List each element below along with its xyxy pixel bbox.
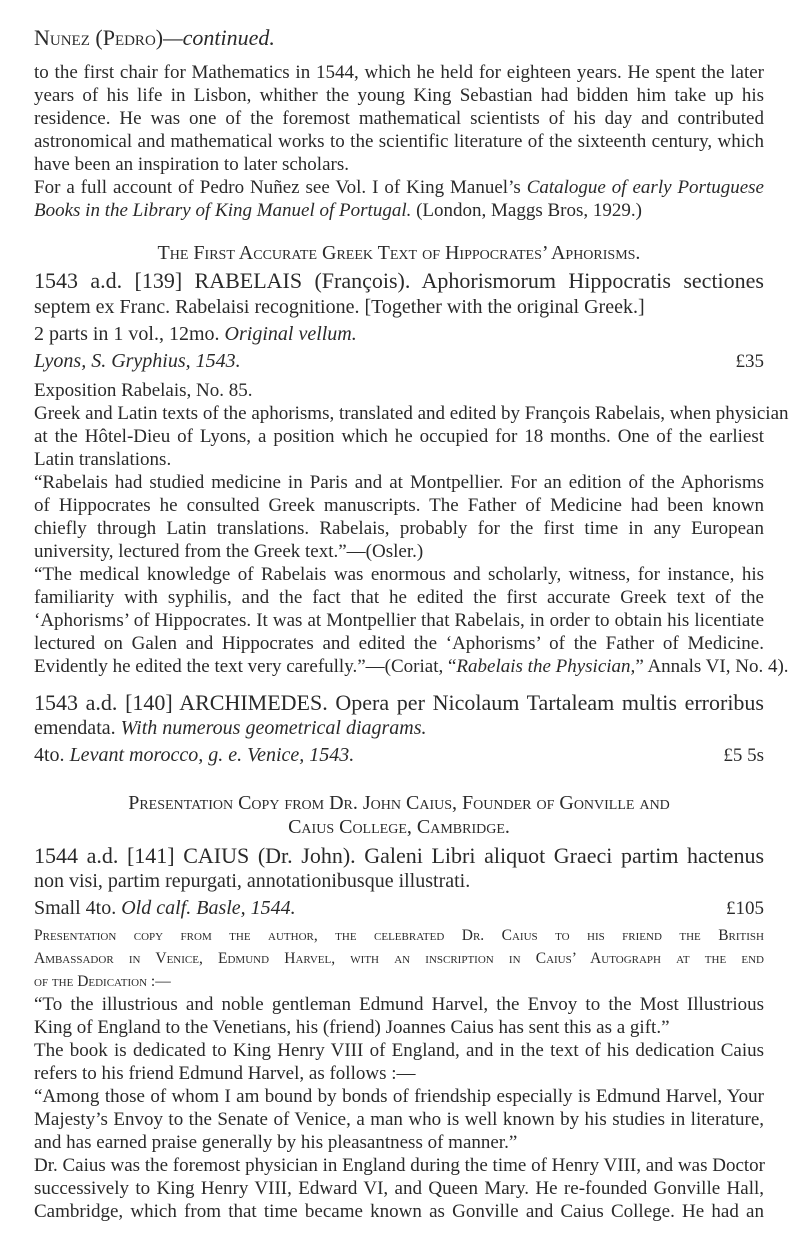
entry-140-format: 4to. xyxy=(34,744,70,766)
nunez-line-7-text: (London, Maggs Bros, 1929.) xyxy=(411,200,642,221)
caius-heading-1: Presentation Copy from Dr. John Caius, Founder of Gonville and xyxy=(128,792,670,814)
entry-141-binding: Old calf. Basle, 1544. xyxy=(121,897,296,919)
entry-139-binding: Original vellum. xyxy=(224,323,357,345)
nunez-line-6 xyxy=(34,176,764,200)
caius-heading-2: Caius College, Cambridge. xyxy=(288,816,510,838)
entry-140-line-3 xyxy=(34,743,764,768)
hippocrates-body-8: university, lectured from the Greek text.”—(Osler.) xyxy=(34,541,424,562)
hippocrates-body-11: ‘Aphorisms’ of Hippocrates. It was at Montpellier that Rabelais, in order to obtain his licentiate xyxy=(34,610,764,631)
entry-139-line-1: 1543 a.d. [139] RABELAIS (François). Aphorismorum Hippocratis sectiones xyxy=(34,268,764,293)
entry-140-emendata: emendata. xyxy=(34,717,121,739)
hippocrates-body-1: Exposition Rabelais, No. 85. xyxy=(34,380,253,401)
entry-141-format: Small 4to. xyxy=(34,897,122,919)
hippocrates-body-12: lectured on Galen and Hippocrates and edited the ‘Aphorisms’ of the Father of Medicine. xyxy=(34,633,764,654)
nunez-line-2: years of his life in Lisbon, whither the young King Sebastian had bidden him take up his xyxy=(34,85,764,106)
caius-body-1: “To the illustrious and noble gentleman Edmund Harvel, the Envoy to the Most Illustrious xyxy=(34,994,764,1015)
hippocrates-body-9: “The medical knowledge of Rabelais was enormous and scholarly, witness, for instance, his xyxy=(34,564,764,585)
caius-body-4: refers to his friend Edmund Harvel, as follows :— xyxy=(34,1063,416,1084)
hippocrates-body-5: “Rabelais had studied medicine in Paris and at Montpellier. For an edition of the Aphorisms xyxy=(34,472,764,493)
caius-body-8: Dr. Caius was the foremost physician in England during the time of Henry VIII, and was Doctor xyxy=(34,1155,765,1176)
nunez-line-4: astronomical and mathematical works to the scientific literature of the sixteenth century, which xyxy=(34,131,764,152)
entry-141-line-1: 1544 a.d. [141] CAIUS (Dr. John). Galeni Libri aliquot Graeci partim hactenus xyxy=(34,843,764,868)
nunez-line-3: residence. He was one of the foremost mathematical scientists of his day and contributed xyxy=(34,108,764,129)
catalogue-title-italic-cont: Books in the Library of King Manuel of Portugal. xyxy=(34,200,412,221)
nunez-line-5: have been an inspiration to later scholars. xyxy=(34,154,349,175)
caius-body-7: and has earned praise generally by his pleasantness of manner.” xyxy=(34,1132,518,1153)
hippocrates-body-13c: ” Annals VI, No. 4). xyxy=(635,656,789,677)
entry-139-line-2: septem ex Franc. Rabelaisi recognitione. [Together with the original Greek.] xyxy=(34,296,645,318)
hippocrates-heading: The First Accurate Greek Text of Hippocrates’ Aphorisms. xyxy=(157,242,641,264)
hippocrates-body-13a: Evidently he edited the text very carefully.”—(Coriat, “ xyxy=(34,656,457,677)
entry-141-line-3 xyxy=(34,896,764,921)
caius-body-5: “Among those of whom I am bound by bonds of friendship especially is Edmund Harvel, Your xyxy=(34,1086,764,1107)
hippocrates-body-2: Greek and Latin texts of the aphorisms, translated and edited by François Rabelais, when physician xyxy=(34,403,789,424)
hippocrates-body-6: of Hippocrates he consulted Greek manuscripts. The Father of Medicine had been known xyxy=(34,495,764,516)
entry-139-format: 2 parts in 1 vol., 12mo. xyxy=(34,323,225,345)
running-head-name: Nunez (Pedro) xyxy=(34,25,164,50)
catalogue-title-italic: Catalogue of early Portuguese xyxy=(526,177,764,198)
entry-140-binding: Levant morocco, g. e. Venice, 1543. xyxy=(69,744,355,766)
caius-presentation-1: Presentation copy from the author, the celebrated Dr. Caius to his friend the British xyxy=(34,927,764,944)
entry-139-price: £35 xyxy=(735,351,764,372)
caius-presentation-3: of the Dedication :— xyxy=(34,973,171,990)
running-head-continued: —continued. xyxy=(163,25,275,50)
caius-body-9: successively to King Henry VIII, Edward VI, and Queen Mary. He re-founded Gonville Hall, xyxy=(34,1178,764,1199)
caius-body-2: King of England to the Venetians, his (friend) Joannes Caius has sent this as a gift.” xyxy=(34,1017,670,1038)
entry-139-line-3 xyxy=(34,322,764,347)
entry-139-imprint: Lyons, S. Gryphius, 1543. xyxy=(34,350,241,372)
nunez-line-7 xyxy=(34,199,764,223)
hippocrates-body-4: Latin translations. xyxy=(34,449,172,470)
caius-body-6: Majesty’s Envoy to the Senate of Venice, a man who is well known by his studies in literature, xyxy=(34,1109,764,1130)
entry-140-line-2 xyxy=(34,716,764,741)
caius-presentation-2: Ambassador in Venice, Edmund Harvel, with an inscription in Caius’ Autograph at the end xyxy=(34,950,764,967)
hippocrates-body-13 xyxy=(34,655,789,679)
entry-140-line-1: 1543 a.d. [140] ARCHIMEDES. Opera per Nicolaum Tartaleam multis erroribus xyxy=(34,690,764,715)
running-head xyxy=(34,24,764,52)
hippocrates-body-3: at the Hôtel-Dieu of Lyons, a position which he occupied for 18 months. One of the earliest xyxy=(34,426,764,447)
entry-140-price: £5 5s xyxy=(723,745,764,766)
nunez-line-6-text: For a full account of Pedro Nuñez see Vol. I of King Manuel’s xyxy=(34,177,527,198)
caius-body-3: The book is dedicated to King Henry VIII of England, and in the text of his dedication Caius xyxy=(34,1040,764,1061)
nunez-line-1: to the first chair for Mathematics in 1544, which he held for eighteen years. He spent the later xyxy=(34,62,764,83)
entry-140-diagrams: With numerous geometrical diagrams. xyxy=(120,717,427,739)
entry-141-line-2: non visi, partim repurgati, annotationibusque illustrati. xyxy=(34,870,471,892)
entry-141-price: £105 xyxy=(726,898,764,919)
hippocrates-body-7: chiefly through Latin translations. Rabelais, probably for the first time in any European xyxy=(34,518,764,539)
hippocrates-body-13b: Rabelais the Physician, xyxy=(456,656,636,677)
caius-body-10: Cambridge, which from that time became known as Gonville and Caius College. He had an xyxy=(34,1201,764,1222)
hippocrates-body-10: familiarity with syphilis, and the fact that he edited the first accurate Greek text of the xyxy=(34,587,764,608)
